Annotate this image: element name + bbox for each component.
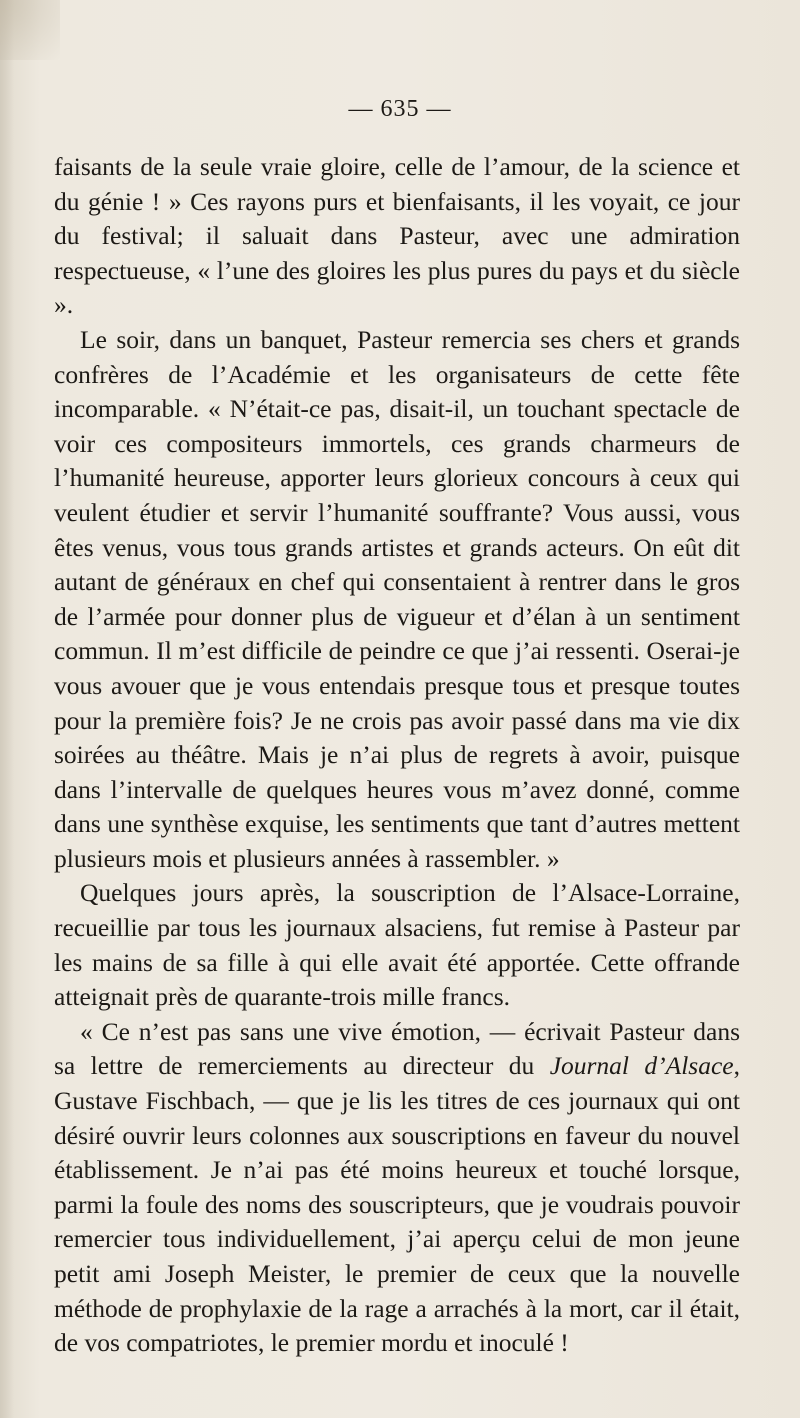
paragraph-subscription: Quelques jours après, la souscription de l’Alsace-Lorraine, recueillie par tous les journaux alsaciens, fut remise à Pasteur par les mains de sa fille à qui elle avait été apportée. Cette offrande atteignait près de quarante-trois mille francs. <box>54 878 740 1012</box>
paragraph-continuation: faisants de la seule vraie gloire, celle de l’amour, de la science et du génie ! » Ces rayons purs et bienfaisants, il les voyait, ce jour du festival; il saluait dans Pasteur, avec une admiration respectueuse, « l’une des gloires les plus pures du pays et du siècle ». <box>54 152 740 320</box>
paragraph-letter <box>54 1015 740 1361</box>
page-binding-shadow <box>0 0 14 1418</box>
newspaper-title: Journal d’Alsace <box>549 1051 734 1081</box>
letter-text-start: « Ce n’est pas sans une vive émotion, — écrivait Pasteur dans sa lettre de remerciements au directeur du <box>54 1016 740 1081</box>
letter-text-end: , Gustave Fischbach, — que je lis les titres de ces journaux qui ont désiré ouvrir leurs colonnes aux souscriptions en faveur du nouvel établissement. Je n’ai pas été moins heureux et touché lorsque, parmi la foule des noms des souscripteurs, que je voudrais pouvoir remercier tous individuellement, j’ai aperçu celui de mon jeune petit ami Joseph Meister, le premier de ceux que la nouvelle méthode de prophylaxie de la rage a arrachés à la mort, car il était, de vos compatriotes, le premier mordu et inoculé ! <box>54 1051 740 1358</box>
page-number: — 635 — <box>348 96 452 122</box>
body-text <box>54 150 740 1361</box>
paragraph-banquet-speech: Le soir, dans un banquet, Pasteur remercia ses chers et grands confrères de l’Académie et les organisateurs de cette fête incomparable. « N’était-ce pas, disait-il, un touchant spectacle de voir ces compositeurs immortels, ces grands charmeurs de l’humanité heureuse, apporter leurs glorieux concours à ceux qui veulent étudier et servir l’humanité souffrante? Vous aussi, vous êtes venus, vous tous grands artistes et grands acteurs. On eût dit autant de généraux en chef qui consentaient à rentrer dans le gros de l’armée pour donner plus de vigueur et d’élan à un sentiment commun. Il m’est difficile de peindre ce que j’ai ressenti. Oserai-je vous avouer que je vous entendais presque tous et presque toutes pour la première fois? Je ne crois pas avoir passé dans ma vie dix soirées au théâtre. Mais je n’ai plus de regrets à avoir, puisque dans l’intervalle de quelques heures vous m’avez donné, comme dans une synthèse exquise, les sentiments que tant d’autres mettent plusieurs mois et plusieurs années à rassembler. » <box>54 324 740 873</box>
page-corner-stain <box>0 0 60 60</box>
